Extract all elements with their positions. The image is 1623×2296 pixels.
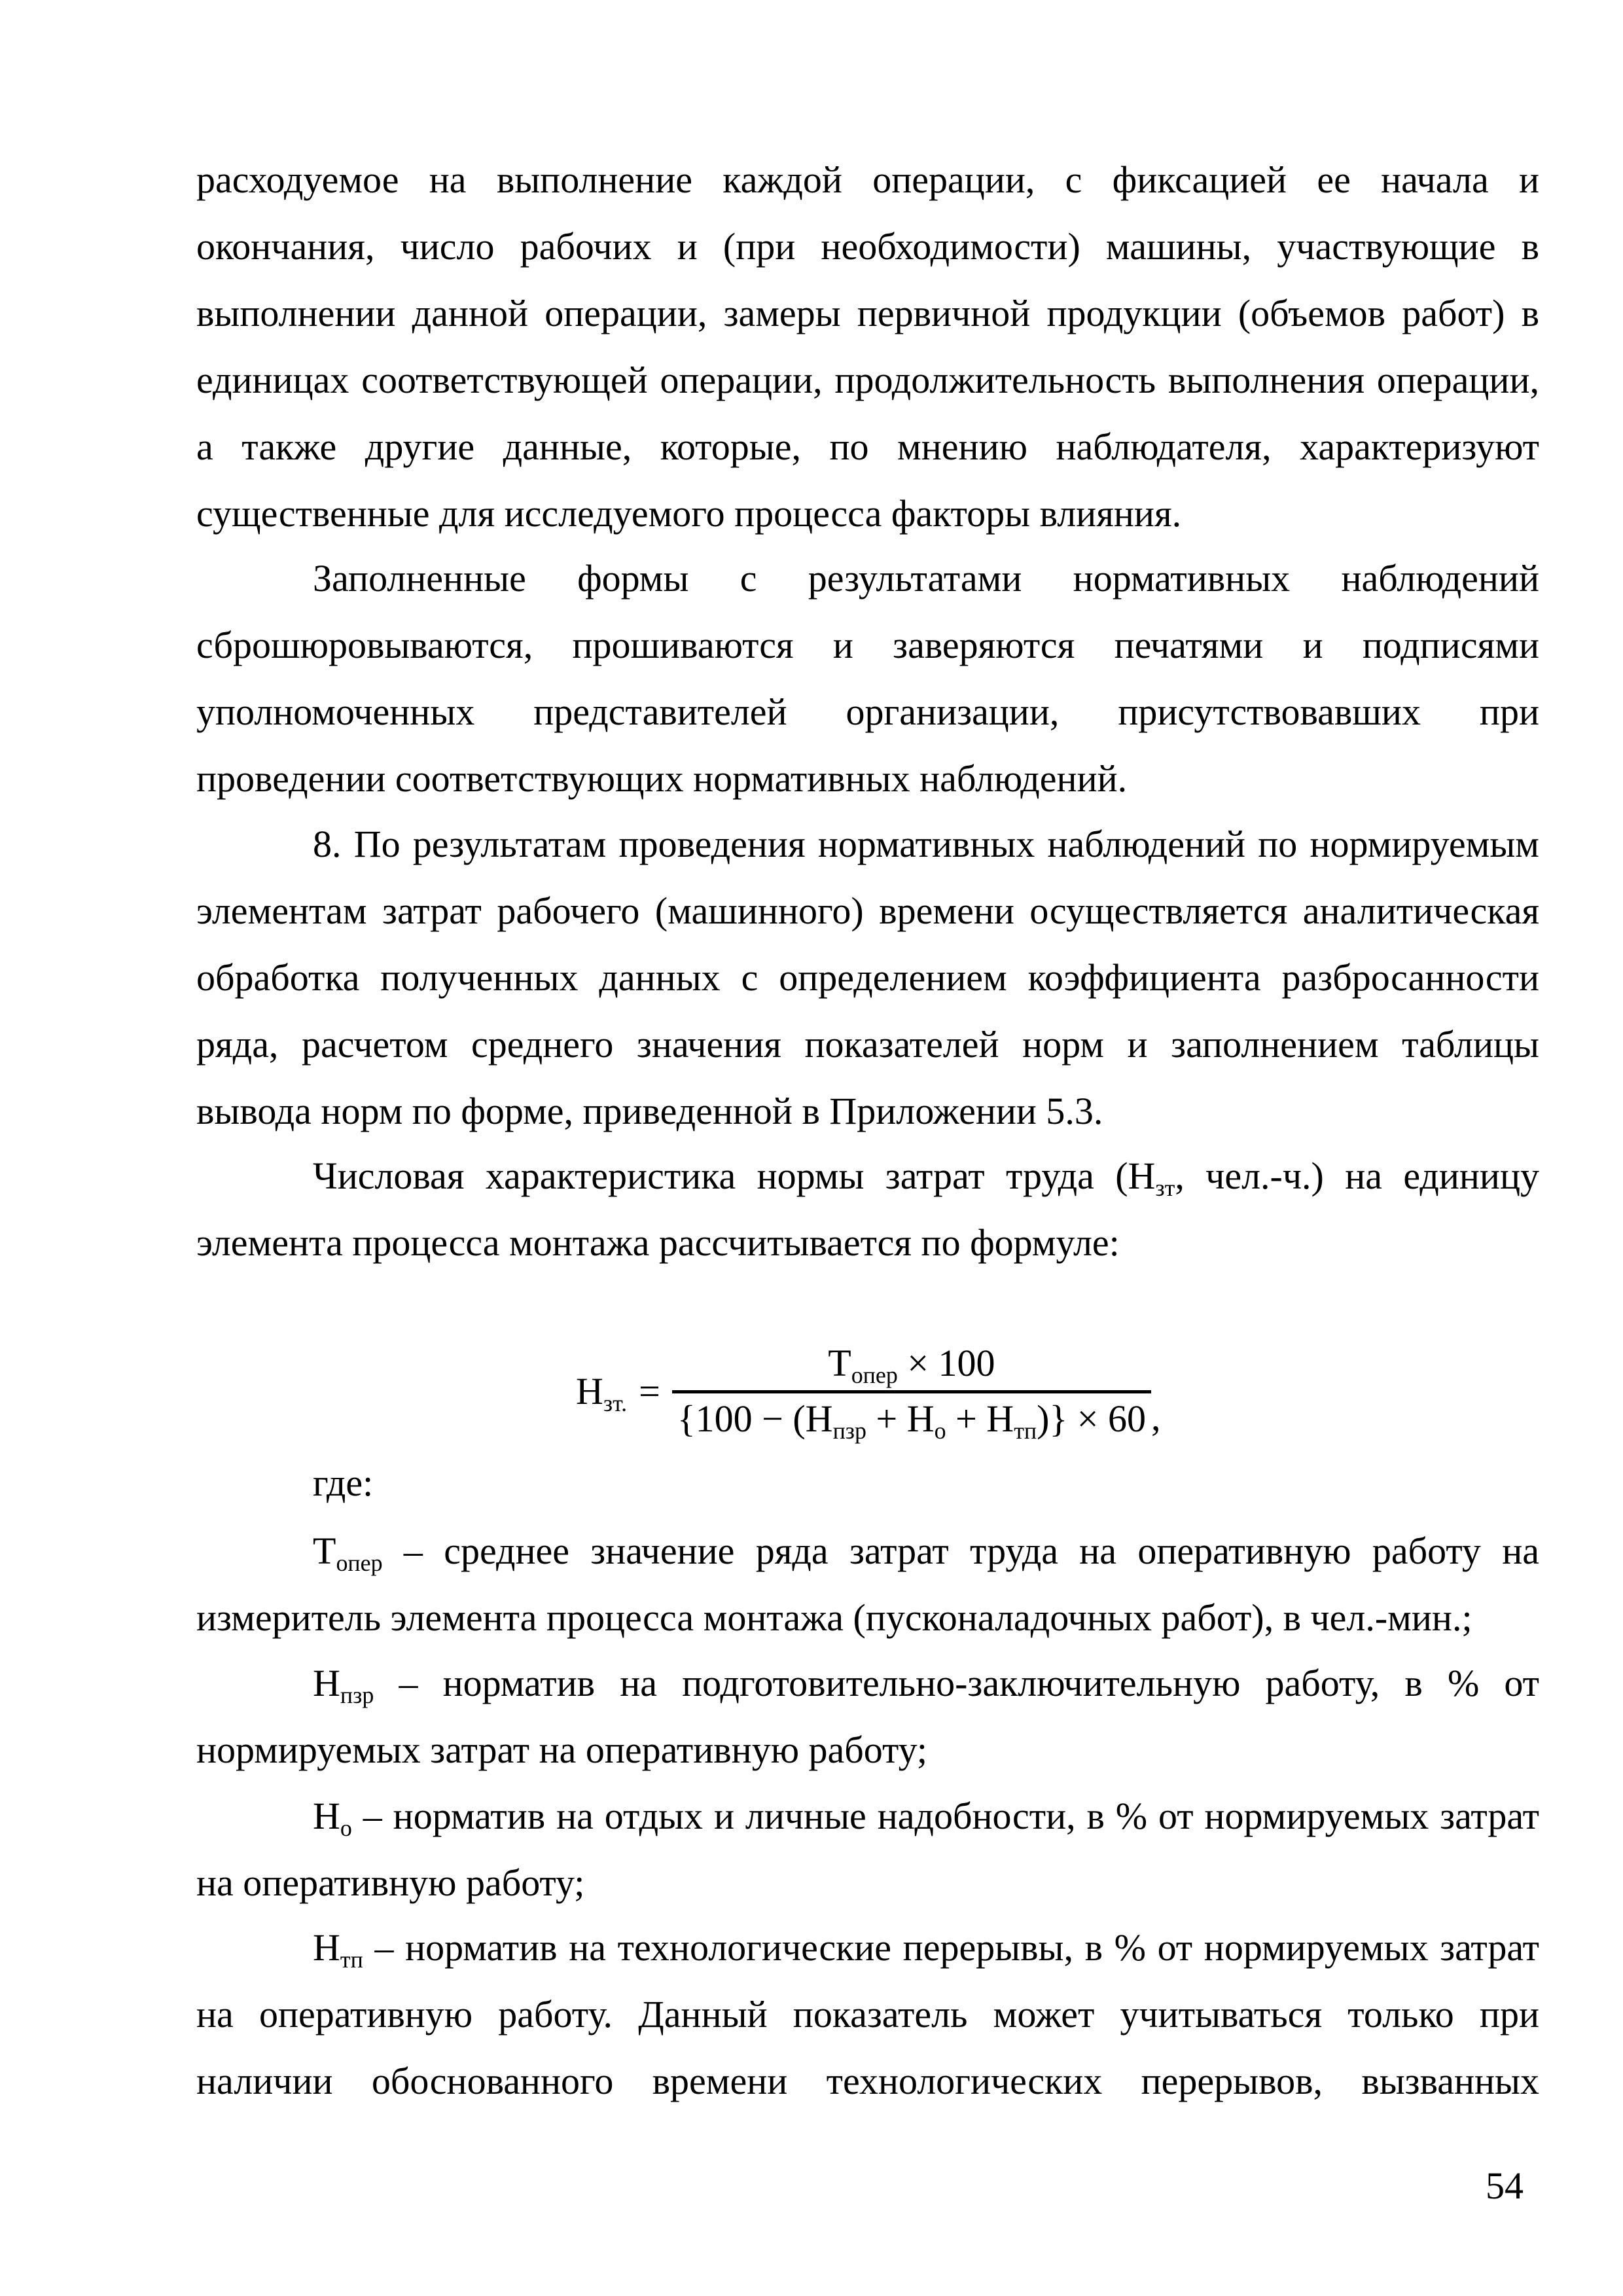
text-line: наличии обоснованного времени технологических перерывов, вызванных: [196, 2060, 1539, 2102]
text-line: 8. По результатам проведения нормативных наблюдений по нормируемым: [313, 823, 1539, 865]
text-line: измеритель элемента процесса монтажа (пусконаладочных работ), в чел.-мин.;: [196, 1596, 1472, 1639]
where-label: [196, 1450, 1539, 1516]
text-line: сброшюровываются, прошиваются и заверяются печатями и подписями: [196, 624, 1539, 666]
text-line: Заполненные формы с результатами нормативных наблюдений: [313, 557, 1539, 600]
formula: [576, 1335, 1161, 1446]
text-line: окончания, число рабочих и (при необходимости) машины, участвующие в: [196, 225, 1539, 268]
text-line: ряда, расчетом среднего значения показателей норм и заполнением таблицы: [196, 1023, 1539, 1066]
numerator: $Т_{опер} \times 100$: [828, 1341, 995, 1388]
text-line: [196, 1143, 1539, 1210]
fraction: [672, 1340, 1151, 1442]
text-line: проведении соответствующих нормативных наблюдений.: [196, 757, 1128, 800]
text-line: элементам затрат рабочего (машинного) времени осуществляется аналитическая: [196, 889, 1539, 932]
text-line: существенные для исследуемого процесса факторы влияния.: [196, 492, 1182, 535]
formula-lhs: $Н_{зт.}$: [576, 1369, 628, 1416]
text-line: выполнении данной операции, замеры первичной продукции (объемов работ) в: [196, 292, 1539, 334]
subscript: зт: [1155, 1174, 1175, 1201]
paragraph-continuation: [196, 147, 1539, 547]
text-line: элемента процесса монтажа рассчитывается по формуле:: [196, 1221, 1120, 1264]
text-line: $Н_{тп}$ – норматив на технологические перерывы, в % от нормируемых затрат: [313, 1926, 1539, 1973]
definition-t-oper: [196, 1518, 1539, 1651]
text-line: а также другие данные, которые, по мнению наблюдателя, характеризуют: [196, 425, 1539, 468]
text-line: единицах соответствующей операции, продолжительность выполнения операции,: [196, 359, 1539, 401]
text-line: нормируемых затрат на оперативную работу;: [196, 1729, 927, 1771]
text-line: $Н_о$ – норматив на отдых и личные надобности, в % от нормируемых затрат: [313, 1795, 1539, 1841]
text-line: обработка полученных данных с определением коэффициента разбросанности: [196, 956, 1539, 999]
text-line: $Т_{опер}$ – среднее значение ряда затрат труда на оперативную работу на: [313, 1530, 1539, 1576]
paragraph-forms: [196, 545, 1539, 812]
text-line: вывода норм по форме, приведенной в Приложении 5.3.: [196, 1090, 1103, 1132]
page-number: 54: [1486, 2164, 1524, 2207]
equals-sign: =: [639, 1369, 660, 1412]
text-line: расходуемое на выполнение каждой операции, с фиксацией ее начала и: [196, 158, 1539, 201]
text-line: $Н_{пзр}$ – норматив на подготовительно-заключительную работу, в % от: [313, 1662, 1539, 1708]
definition-n-pzr: [196, 1650, 1539, 1784]
text-line: на оперативную работу;: [196, 1861, 585, 1904]
paragraph-formula-intro: [196, 1143, 1539, 1276]
text-line: где:: [313, 1462, 374, 1504]
formula-comma: ,: [1151, 1395, 1161, 1439]
text-line: уполномоченных представителей организации, присутствовавших при: [196, 691, 1539, 733]
definition-n-o: [196, 1783, 1539, 1916]
text: Числовая характеристика нормы затрат труда (Н: [313, 1155, 1156, 1197]
text: , чел.-ч.) на единицу: [1175, 1155, 1539, 1197]
text-line: на оперативную работу. Данный показатель может учитываться только при: [196, 1993, 1539, 2036]
paragraph-item-8: [196, 811, 1539, 1145]
definition-n-tp: [196, 1914, 1539, 2115]
denominator: $\{100 - (Н_{пзр} + Н_о + Н_{тп})\} \times 60$: [672, 1390, 1151, 1442]
